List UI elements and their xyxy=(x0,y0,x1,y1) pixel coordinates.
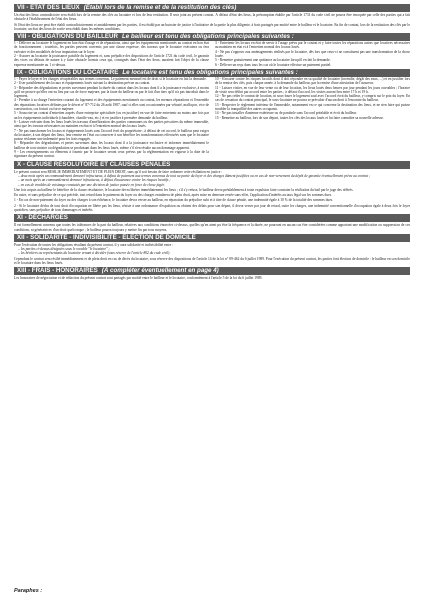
section-note: Le bailleur est tenu des obligations principales suivantes : xyxy=(121,33,294,41)
obligation-item: 13 - Respecter le règlement intérieur de l'immeuble, notamment en ce qui concerne la destination des lieux, et ne rien faire qui puisse troubler la tranquillité des autres occupants. xyxy=(215,102,410,112)
paragraph: Une fois acquis au bailleur le bénéfice de la clause résolutoire, le locataire devra libérer immédiatement les lieux ; s'il s'y refuse, le bailleur devra préalablement à toute expulsion faire constater la résiliation du bail par le juge des référés. xyxy=(14,187,354,192)
section-header xyxy=(14,161,410,169)
obligation-item: 7 - Ne pas transformer les locaux et équipements loués sans l'accord écrit du propriétaire ; à défaut de cet accord, le bailleur peut exiger du locataire, à son départ des lieux, leur remise en l'état ou conserver à son bénéfice les transformations effectuées sans que le locataire puisse réclamer une indemnité pour les frais engagés. xyxy=(14,128,209,142)
section-header xyxy=(14,33,410,41)
two-column-body xyxy=(14,77,410,159)
section-decharges xyxy=(14,214,410,232)
obligation-item: 15 - Remettre au bailleur, lors de son départ, toutes les clés des locaux loués et lui faire connaître sa nouvelle adresse. xyxy=(215,115,384,120)
section-title: VIII - OBLIGATIONS DU BAILLEUR xyxy=(17,33,118,41)
section-obligations-bailleur xyxy=(14,33,410,67)
obligation-item: 1 - Délivrer au locataire le logement en bon état d'usage et de réparations, ainsi que les équipements mentionnés au contrat en bon état de fonctionnement ; toutefois, les parties peuvent convenir, par une clause expresse, des travaux que le locataire exécutera ou fera exécuter et des modalités de leur imputation sur le loyer. xyxy=(14,41,209,54)
section-frais-honoraires xyxy=(14,267,410,280)
left-column xyxy=(14,77,209,159)
list-line: – les parties ci-dessus désignées sous le vocable "le locataire" ; xyxy=(18,247,110,252)
section-clause-resolutoire xyxy=(14,161,410,213)
obligation-item: 5 - Souscrire un contrat d'entretien auprès d'une entreprise spécialisée (ou en justifier) en vue de faire entretenir au moins une fois par an les équipements individuels (chaudière, chauffe-eau, etc.) et en justifier à première demande du bailleur. xyxy=(14,111,209,120)
two-column-body xyxy=(14,41,410,67)
lease-document-page xyxy=(0,4,424,604)
section-title: IX - OBLIGATIONS DU LOCATAIRE xyxy=(17,68,119,76)
section-solidarite xyxy=(14,234,410,265)
paragraph: Le présent contrat sera RÉSILIÉ IMMÉDIATEMENT ET DE PLEIN DROIT, sans qu'il soit besoin de faire ordonner cette résiliation en justice : xyxy=(14,169,223,174)
initials-label: Paraphes : xyxy=(14,588,43,594)
obligation-item: 6 - Laisser exécuter dans les lieux loués les travaux d'amélioration des parties communes ou des parties privatives du même immeuble, ainsi que les travaux nécessaires au maintien en état et à l'entretien normal des locaux loués. xyxy=(14,119,209,129)
list-line: – un mois après un commandement demeuré infructueux, à défaut d'assurance contre les risques locatifs ; xyxy=(18,178,171,183)
section-etat-des-lieux xyxy=(14,4,410,31)
section-title: VII - ÉTAT DES LIEUX xyxy=(17,4,80,11)
obligation-item: 4 - Prendre à sa charge l'entretien courant du logement et des équipements mentionnés au contrat, les menues réparations et l'ensemble des réparations locatives définies par le décret n° 87-712 du 26 août 1987, sauf si elles sont occasionnées par vétusté, malfaçon, vice de construction, cas fortuit ou force majeure. xyxy=(14,98,209,112)
list-line: – les héritiers ou représentants du locataire venant à décéder (sous réserve de l'article 802 du code civil). xyxy=(18,251,171,256)
obligation-item: 2 - Assurer au locataire la jouissance paisible du logement et, sans préjudice des dispositions de l'article 1721 du code civil, le garantir des vices ou défauts de nature à y faire obstacle hormis ceux qui, consignés dans l'état des lieux, auraient fait l'objet de la clause expresse mentionnée au 1 ci-dessus. xyxy=(14,54,209,67)
section-obligations-locataire xyxy=(14,69,410,159)
paragraph: Un état des lieux contradictoire sera établi lors de la remise des clés au locataire et lors de leur restitution. Il sera joint au présent contrat. À défaut d'état des lieux, la présomption établie par l'article 1731 du code civil ne pourra être invoquée par celle des parties qui a fait obstacle à l'établissement de l'état des lieux. xyxy=(14,13,410,22)
paragraph: Cependant le contrat sera résilié immédiatement et de plein droit en cas de décès du locataire, sous réserve des dispositions de l'article 14 de la loi n° 89-462 du 6 juillet 1989. Pour l'exécution du présent contrat, les parties font élection de domicile : le bailleur en son domicile et le locataire dans les lieux loués. xyxy=(14,256,410,266)
right-column xyxy=(215,41,410,67)
list-line: – en cas de troubles de voisinage constatés par une décision de justice passée en force de chose jugée. xyxy=(18,182,166,187)
section-title: XIII - FRAIS - HONORAIRES xyxy=(17,267,98,275)
section-header xyxy=(14,234,410,242)
section-note: Le locataire est tenu des obligations principales suivantes : xyxy=(122,68,298,76)
section-title: XII - SOLIDARITÉ - INDIVISIBILITÉ - ÉLECTION DE DOMICILE xyxy=(17,233,196,241)
obligation-item: 2 - User paisiblement des locaux et équipements loués suivant la destination prévue au contrat. xyxy=(14,81,151,86)
section-title: XI - DÉCHARGES xyxy=(17,214,68,222)
section-header xyxy=(14,69,410,77)
paragraph: En outre, et sans préjudice de ce qui précède, tout retard dans le paiement du loyer ou des charges entraînera de plein droit, après mise en demeure restée sans effet, l'application d'intérêts au taux légal sur les sommes dues. xyxy=(14,193,332,198)
paragraph: Si l'état des lieux ne peut être établi contradictoirement et amiablement par les parties, il est établi par un huissier de justice à l'initiative de la partie la plus diligente, à frais partagés par moitié entre le bailleur et le locataire. En fin de contrat, lors de la restitution des clés par le locataire, un état des lieux de sortie sera établi dans les mêmes conditions. xyxy=(14,22,410,31)
obligation-item: 11 - Laisser visiter, en vue de leur vente ou de leur location, les lieux loués deux heures par jour pendant les jours ouvrables ; l'horaire de visite sera défini par accord entre les parties ; à défaut d'accord, les visites auront lieu entre 17 h et 19 h. xyxy=(215,85,410,94)
section-header xyxy=(14,267,410,275)
obligation-item: 4 - Ne pas s'opposer aux aménagements réalisés par le locataire, dès lors que ceux-ci ne constituent pas une transformation de la chose louée. xyxy=(215,49,410,59)
obligation-item: 10 - S'assurer contre les risques locatifs dont il doit répondre en sa qualité de locataire (incendie, dégât des eaux, ...) et en justifier lors de la remise des clés, puis chaque année, à la demande du bailleur, par la remise d'une attestation de l'assureur. xyxy=(215,76,410,86)
right-column xyxy=(215,77,410,159)
paragraph: 2 - Si le locataire déchu de tout droit d'occupation ne libère pas les lieux, résiste à une ordonnance d'expulsion ou obtient des délais pour son départ, il devra verser par jour de retard, outre les charges, une indemnité conventionnelle d'occupation égale à deux fois le loyer quotidien, sans préjudice de tous dommages et intérêts. xyxy=(14,203,410,212)
section-note: (À compléter éventuellement en page 4) xyxy=(101,267,219,275)
paragraph: Les honoraires de négociation et de rédaction du présent contrat sont partagés par moitié entre le bailleur et le locataire, conformément à l'article 5 de la loi du 6 juillet 1989. xyxy=(14,276,263,281)
obligation-item: 8 - Répondre des dégradations et pertes survenues dans les locaux dont il a la jouissance exclusive et informer immédiatement le bailleur de tout sinistre ou dégradation se produisant dans les lieux loués, même s'il n'en résulte aucun dommage apparent. xyxy=(14,141,209,150)
section-title: X - CLAUSE RÉSOLUTOIRE ET CLAUSES PÉNALES xyxy=(17,160,171,168)
list-line: – deux mois après un commandement demeuré infructueux, à défaut de paiement aux termes convenus de tout ou partie du loyer et des charges dûment justifiées ou en cas de non-versement du dépôt de garantie éventuellement prévu au contrat ; xyxy=(18,173,371,178)
paragraph: 1 - En cas de non-paiement du loyer ou des charges à son échéance, le locataire devra verser au bailleur, en réparation du préjudice subi et à titre de clause pénale, une indemnité égale à 10 % de la totalité des sommes dues. xyxy=(14,198,334,203)
obligation-item: 9 - Les renseignements ou éléments à fournir par le locataire seront ceux prévus par la réglementation en vigueur à la date de la signature du présent contrat. xyxy=(14,150,209,159)
obligation-item: 14 - Ne pas installer d'antenne extérieure ou de parabole sans l'accord préalable et écrit du bailleur. xyxy=(215,111,357,116)
section-note: (Établi lors de la remise et de la restitution des clés) xyxy=(83,4,237,11)
section-header xyxy=(14,214,410,222)
left-column xyxy=(14,41,209,67)
paragraph: Pour l'exécution de toutes les obligations résultant du présent contrat, il y aura solidarité et indivisibilité entre : xyxy=(14,242,174,247)
obligation-item: 1 - Payer le loyer et les charges récupérables aux termes convenus. Le paiement mensuel est de droit si le locataire en fait la demande. xyxy=(14,76,207,81)
obligation-item: 5 - Remettre gratuitement une quittance au locataire lorsqu'il en fait la demande. xyxy=(215,58,331,63)
obligation-item: 3 - Entretenir les locaux en état de servir à l'usage prévu par le contrat et y faire toutes les réparations autres que locatives nécessaires au maintien en état et à l'entretien normal des locaux loués. xyxy=(215,41,410,50)
obligation-item: 12 - Ne pas céder le contrat de location, ni sous-louer le logement sauf avec l'accord écrit du bailleur, y compris sur le prix du loyer. En cas de cessation du contrat principal, le sous-locataire ne pourra se prévaloir d'aucun droit à l'encontre du bailleur. xyxy=(215,94,410,103)
section-header xyxy=(14,4,410,12)
obligation-item: 3 - Répondre des dégradations et pertes survenant pendant la durée du contrat dans les locaux dont il a la jouissance exclusive, à moins qu'il ne prouve qu'elles ont eu lieu par cas de force majeure, par la faute du bailleur ou par le fait d'un tiers qu'il n'a pas introduit dans le logement. xyxy=(14,85,209,99)
obligation-item: 6 - Délivrer un reçu dans tous les cas où le locataire effectue un paiement partiel. xyxy=(215,62,332,67)
paragraph: Il est formellement convenu que toutes les tolérances de la part du bailleur, relatives aux conditions énoncées ci-dessus, quelles qu'en aient pu être la fréquence et la durée, ne pourront en aucun cas être considérées comme apportant une modification ou suppression de ces conditions, ni génératrices d'un droit quelconque ; le bailleur pourra toujours y mettre fin par tous moyens. xyxy=(14,223,410,232)
